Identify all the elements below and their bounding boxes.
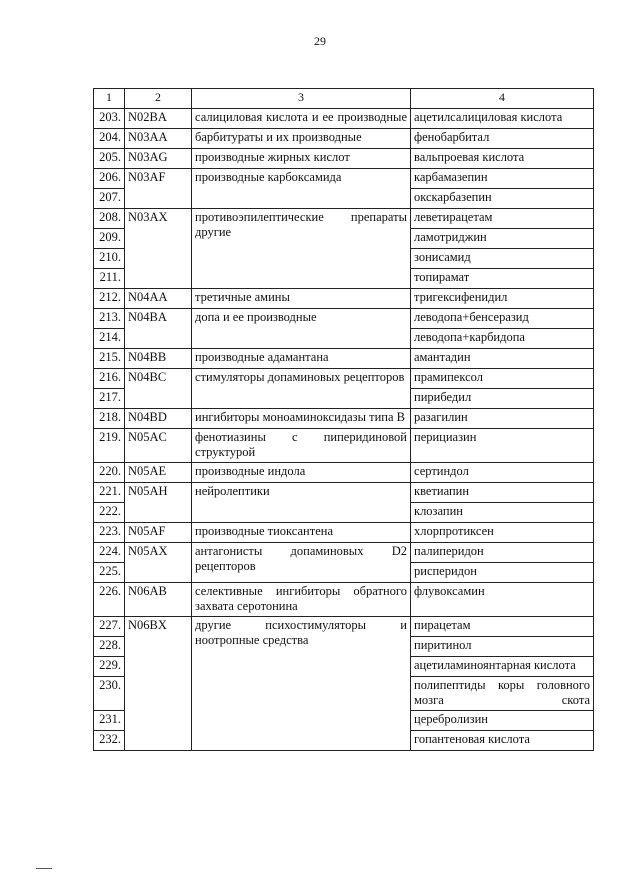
row-number: 211. (94, 269, 125, 289)
atc-code: N02BA (125, 109, 192, 129)
row-number: 203. (94, 109, 125, 129)
drug-name: разагилин (411, 409, 594, 429)
drug-group: допа и ее производные (192, 309, 411, 349)
drug-name: хлорпротиксен (411, 523, 594, 543)
drug-group: противоэпилептические препараты другие (192, 209, 411, 289)
atc-code: N06BX (125, 617, 192, 751)
row-number: 209. (94, 229, 125, 249)
drug-name: перициазин (411, 429, 594, 463)
row-number: 214. (94, 329, 125, 349)
row-number: 229. (94, 657, 125, 677)
table-row (94, 309, 594, 329)
drug-group: нейролептики (192, 483, 411, 523)
atc-code: N03AX (125, 209, 192, 289)
drug-name: палиперидон (411, 543, 594, 563)
atc-code: N03AF (125, 169, 192, 209)
row-number: 223. (94, 523, 125, 543)
drug-group: салициловая кислота и ее производные (192, 109, 411, 129)
drug-name: карбамазепин (411, 169, 594, 189)
table-row (94, 409, 594, 429)
drug-group: стимуляторы допаминовых рецепторов (192, 369, 411, 409)
row-number: 205. (94, 149, 125, 169)
row-number: 226. (94, 583, 125, 617)
atc-code: N04BD (125, 409, 192, 429)
row-number: 206. (94, 169, 125, 189)
table-row (94, 289, 594, 309)
atc-code: N06AB (125, 583, 192, 617)
table-row (94, 209, 594, 229)
drug-group: производные индола (192, 463, 411, 483)
drug-name: ацетилсалициловая кислота (411, 109, 594, 129)
atc-code: N05AC (125, 429, 192, 463)
atc-code: N03AG (125, 149, 192, 169)
table-row (94, 169, 594, 189)
atc-code: N05AH (125, 483, 192, 523)
table-row (94, 369, 594, 389)
row-number: 207. (94, 189, 125, 209)
row-number: 230. (94, 677, 125, 711)
table-row (94, 349, 594, 369)
row-number: 215. (94, 349, 125, 369)
drug-name: полипептиды коры головного мозга скота (411, 677, 594, 711)
table-row (94, 543, 594, 563)
drug-group: ингибиторы моноаминоксидазы типа B (192, 409, 411, 429)
drug-name: тригексифенидил (411, 289, 594, 309)
atc-code: N04BC (125, 369, 192, 409)
drug-group: барбитураты и их производные (192, 129, 411, 149)
drug-name: кветиапин (411, 483, 594, 503)
drug-name: прамипексол (411, 369, 594, 389)
drug-group: третичные амины (192, 289, 411, 309)
row-number: 225. (94, 563, 125, 583)
row-number: 213. (94, 309, 125, 329)
row-number: 217. (94, 389, 125, 409)
row-number: 219. (94, 429, 125, 463)
medication-table (93, 88, 594, 751)
atc-code: N04AA (125, 289, 192, 309)
drug-name: рисперидон (411, 563, 594, 583)
drug-name: пиритинол (411, 637, 594, 657)
drug-name: леветирацетам (411, 209, 594, 229)
drug-name: ламотриджин (411, 229, 594, 249)
drug-name: сертиндол (411, 463, 594, 483)
row-number: 224. (94, 543, 125, 563)
drug-name: леводопа+карбидопа (411, 329, 594, 349)
drug-name: гопантеновая кислота (411, 731, 594, 751)
row-number: 222. (94, 503, 125, 523)
row-number: 210. (94, 249, 125, 269)
atc-code: N05AE (125, 463, 192, 483)
table-row (94, 129, 594, 149)
drug-name: зонисамид (411, 249, 594, 269)
drug-name: топирамат (411, 269, 594, 289)
table-row (94, 429, 594, 463)
table-row (94, 523, 594, 543)
drug-name: клозапин (411, 503, 594, 523)
header-cell-2: 2 (125, 89, 192, 109)
table-row (94, 483, 594, 503)
drug-name: фенобарбитал (411, 129, 594, 149)
drug-group: селективные ингибиторы обратного захвата серотонина (192, 583, 411, 617)
table-row (94, 463, 594, 483)
row-number: 208. (94, 209, 125, 229)
drug-group: производные жирных кислот (192, 149, 411, 169)
page-number: 29 (314, 34, 326, 48)
drug-group: антагонисты допаминовых D2 рецепторов (192, 543, 411, 583)
header-cell-3: 3 (192, 89, 411, 109)
drug-group: производные тиоксантена (192, 523, 411, 543)
row-number: 204. (94, 129, 125, 149)
drug-group: производные адамантана (192, 349, 411, 369)
header-cell-4: 4 (411, 89, 594, 109)
row-number: 231. (94, 711, 125, 731)
atc-code: N05AF (125, 523, 192, 543)
drug-name: окскарбазепин (411, 189, 594, 209)
drug-name: церебролизин (411, 711, 594, 731)
drug-name: ацетиламиноянтарная кислота (411, 657, 594, 677)
drug-name: вальпроевая кислота (411, 149, 594, 169)
drug-group: фенотиазины с пиперидиновой структурой (192, 429, 411, 463)
table-row (94, 617, 594, 637)
table-header-row (94, 89, 594, 109)
table-row (94, 109, 594, 129)
table-row (94, 149, 594, 169)
row-number: 228. (94, 637, 125, 657)
row-number: 232. (94, 731, 125, 751)
drug-name: пирибедил (411, 389, 594, 409)
drug-group: другие психостимуляторы и ноотропные средства (192, 617, 411, 751)
scan-mark (36, 868, 52, 869)
drug-name: флувоксамин (411, 583, 594, 617)
header-cell-1: 1 (94, 89, 125, 109)
drug-name: леводопа+бенсеразид (411, 309, 594, 329)
atc-code: N04BA (125, 309, 192, 349)
row-number: 218. (94, 409, 125, 429)
row-number: 220. (94, 463, 125, 483)
table-row (94, 583, 594, 617)
row-number: 212. (94, 289, 125, 309)
drug-group: производные карбоксамида (192, 169, 411, 209)
atc-code: N04BB (125, 349, 192, 369)
drug-name: амантадин (411, 349, 594, 369)
atc-code: N03AA (125, 129, 192, 149)
atc-code: N05AX (125, 543, 192, 583)
row-number: 227. (94, 617, 125, 637)
row-number: 216. (94, 369, 125, 389)
row-number: 221. (94, 483, 125, 503)
drug-name: пирацетам (411, 617, 594, 637)
